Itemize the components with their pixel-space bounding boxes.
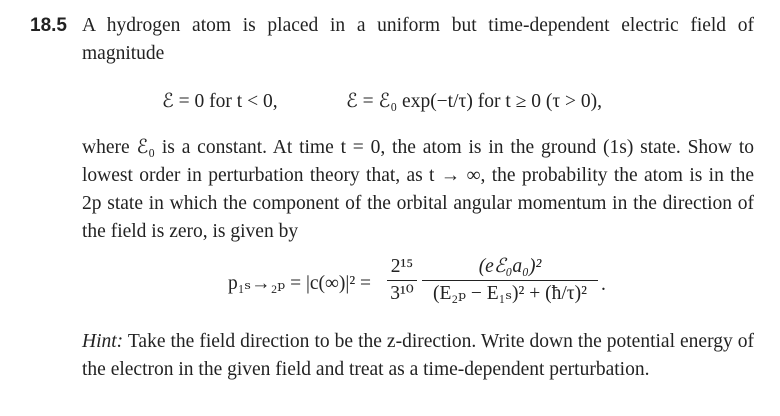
probability-formula (0, 254, 780, 314)
frac2-numerator: (eℰ₀a₀)² (478, 256, 542, 277)
hint-paragraph (82, 328, 754, 384)
frac2-bar (422, 280, 598, 281)
problem-body: where ℰ₀ is a constant. At time t = 0, the atom is in the ground (1s) state. Show to lowest order in perturbation theory that, as t → ∞, the probability the atom is in the 2p state in which the component of the orbital angular momentum in the direction of the field is zero, is given by (82, 137, 754, 242)
frac1-numerator: 2¹⁵ (390, 256, 414, 277)
hint-label: Hint: (82, 331, 124, 352)
formula-lhs: p₁ₛ→₂ₚ = |c(∞)|² = (228, 273, 372, 294)
fraction-power-ratio (387, 256, 417, 305)
problem-number: 18.5 (30, 15, 67, 36)
condition-after-zero: ℰ = ℰ₀ exp(−t/τ) for t ≥ 0 (τ > 0), (346, 91, 603, 112)
fraction-energy-ratio (422, 256, 598, 305)
formula-period: . (601, 274, 606, 295)
frac1-denominator: 3¹⁰ (390, 283, 414, 305)
frac2-denominator: (E₂ₚ − E₁ₛ)² + (ħ/τ)² (433, 283, 587, 305)
problem-intro: A hydrogen atom is placed in a uniform but time-dependent electric field of magnitude (82, 15, 754, 64)
condition-before-zero: ℰ = 0 for t < 0, (162, 91, 278, 112)
frac1-bar (387, 280, 417, 281)
hint-text: Take the field direction to be the z-direction. Write down the potential energy of the electron in the given field and treat as a time-dependent perturbation. (82, 331, 754, 380)
